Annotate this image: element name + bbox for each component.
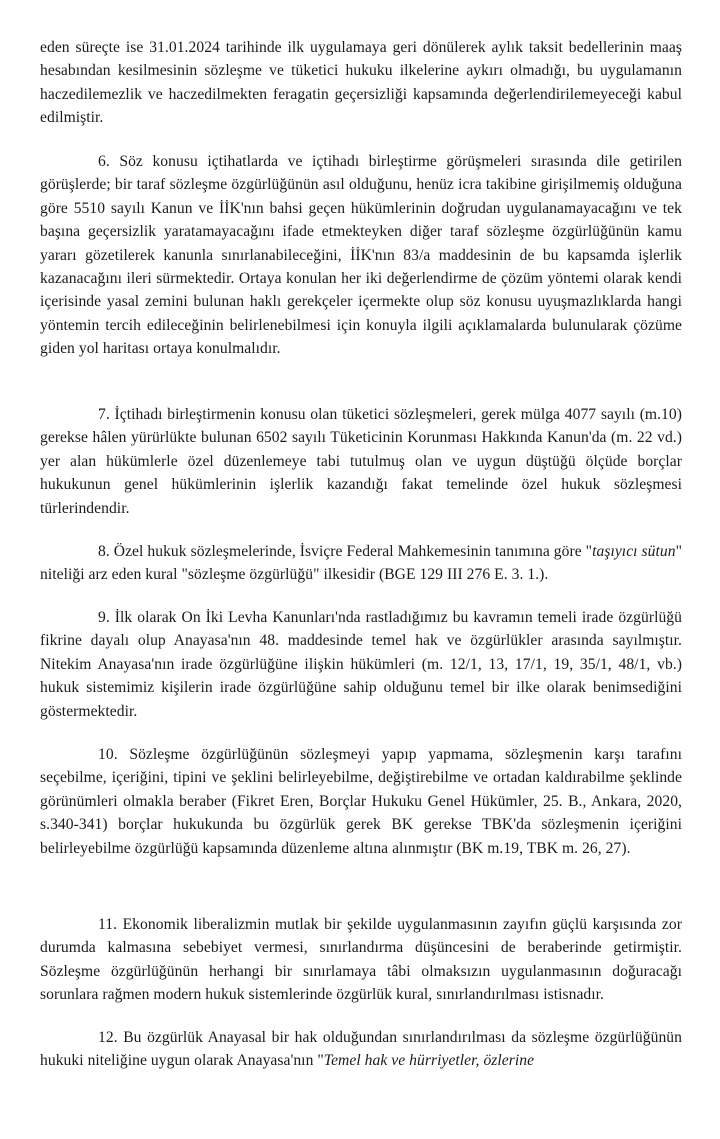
paragraph-12-italic-quote: Temel hak ve hürriyetler, özlerine [323, 1052, 535, 1070]
paragraph-10: 10. Sözleşme özgürlüğünün sözleşmeyi yapıp yapmama, sözleşmenin karşı tarafını seçebilme, içeriğini, tipini ve şeklini belirleyebilme, değiştirebilme ve ortadan kaldırabilme şeklinde görünümleri olmakla beraber (Fikret Eren, Borçlar Hukuku Genel Hükümler, 25. B., Ankara, 2020, s.340-341) borçlar hukukunda bu özgürlük gerek BK gerekse TBK'da sözleşmenin içeriğini belirleyebilme özgürlüğü kapsamında düzenleme altına alınmıştır (BK m.19, TBK m. 26, 27). [40, 746, 682, 857]
paragraph-11: 11. Ekonomik liberalizmin mutlak bir şekilde uygulanmasının zayıfın güçlü karşısında zor durumda kalmasına sebebiyet vermesi, sınırlandırma düşüncesini de beraberinde getirmiştir. Sözleşme özgürlüğünün herhangi bir sınırlamaya tâbi olmaksızın uygulanmasının doğuracağı sorunlara rağmen modern hukuk sistemlerinde özgürlük kural, sınırlandırılması istisnadır. [40, 916, 682, 1004]
paragraph-8 [40, 540, 682, 587]
paragraph-9: 9. İlk olarak On İki Levha Kanunları'nda rastladığımız bu kavramın temeli irade özgürlüğü fikrine dayalı olup Anayasa'nın 48. maddesinde temel hak ve özgürlükler arasında sayılmıştır. Nitekim Anayasa'nın irade özgürlüğüne ilişkin hükümleri (m. 12/1, 13, 17/1, 19, 35/1, 48/1, vb.) hukuk sistemimiz kişilerin irade özgürlüğüne sahip olduğunu temel bir ilke olarak benimsediğini göstermektedir. [40, 609, 682, 720]
paragraph-continuation: eden süreçte ise 31.01.2024 tarihinde ilk uygulamaya geri dönülerek aylık taksit bedellerinin maaş hesabından kesilmesinin sözleşme ve tüketici hukuku ilkelerine aykırı olmadığı, bu uygulamanın haczedilemezlik ve haczedilmekten feragatin geçersizliği kapsamında değerlendirilemeyeceği kabul edilmiştir. [40, 39, 682, 127]
paragraph-12-text-start: 12. Bu özgürlük Anayasal bir hak olduğundan sınırlandırılması da sözleşme özgürlüğünün hukuki niteliğine uygun olarak Anayasa'nın " [40, 1029, 682, 1070]
paragraph-8-text-start: 8. Özel hukuk sözleşmelerinde, İsviçre Federal Mahkemesinin tanımına göre " [98, 543, 593, 560]
paragraph-8-italic-term: taşıyıcı sütun [592, 543, 676, 560]
paragraph-6: 6. Söz konusu içtihatlarda ve içtihadı birleştirme görüşmeleri sırasında dile getirilen görüşlerde; bir taraf sözleşme özgürlüğünün asıl olduğunu, henüz icra takibine girişilmemiş olduğuna göre 5510 sayılı Kanun ve İİK'nın bahsi geçen hükümlerinin doğrudan uygulanamayacağını ve tek başına geçersizlik yaratamayacağını ifade etmekteyken diğer taraf sözleşme özgürlüğünün kamu yararı gözetilerek kanunla sınırlanabileceğini, İİK'nın 83/a maddesinin de bu kapsamda işlerlik kazanacağını ileri sürmektedir. Ortaya konulan her iki değerlendirme de çözüm yöntemi olarak kendi içerisinde yasal zemini bulunan haklı gerekçeler içermekte olup söz konusu uyuşmazlıklarda hangi yöntemin tercih edileceğinin belirlenebilmesi için konuyla ilgili açıklamalarda bulunularak çözüme giden yol haritası ortaya konulmalıdır. [40, 153, 682, 358]
paragraph-8-text-end: " niteliği arz eden kural "sözleşme özgürlüğü" ilkesidir (BGE 129 III 276 E. 3. 1.). [40, 543, 682, 584]
paragraph-7: 7. İçtihadı birleştirmenin konusu olan tüketici sözleşmeleri, gerek mülga 4077 sayılı (m.10) gerekse hâlen yürürlükte bulunan 6502 sayılı Tüketicinin Korunması Hakkında Kanun'da (m. 22 vd.) yer alan hükümlerle özel düzenlemeye tabi tutulmuş olan ve uygun düştüğü ölçüde borçlar hukukunun genel hükümlerinin işlerlik kazandığı fakat temelinde özel hukuk sözleşmesi türlerindendir. [40, 406, 682, 517]
paragraph-12 [40, 1026, 682, 1073]
